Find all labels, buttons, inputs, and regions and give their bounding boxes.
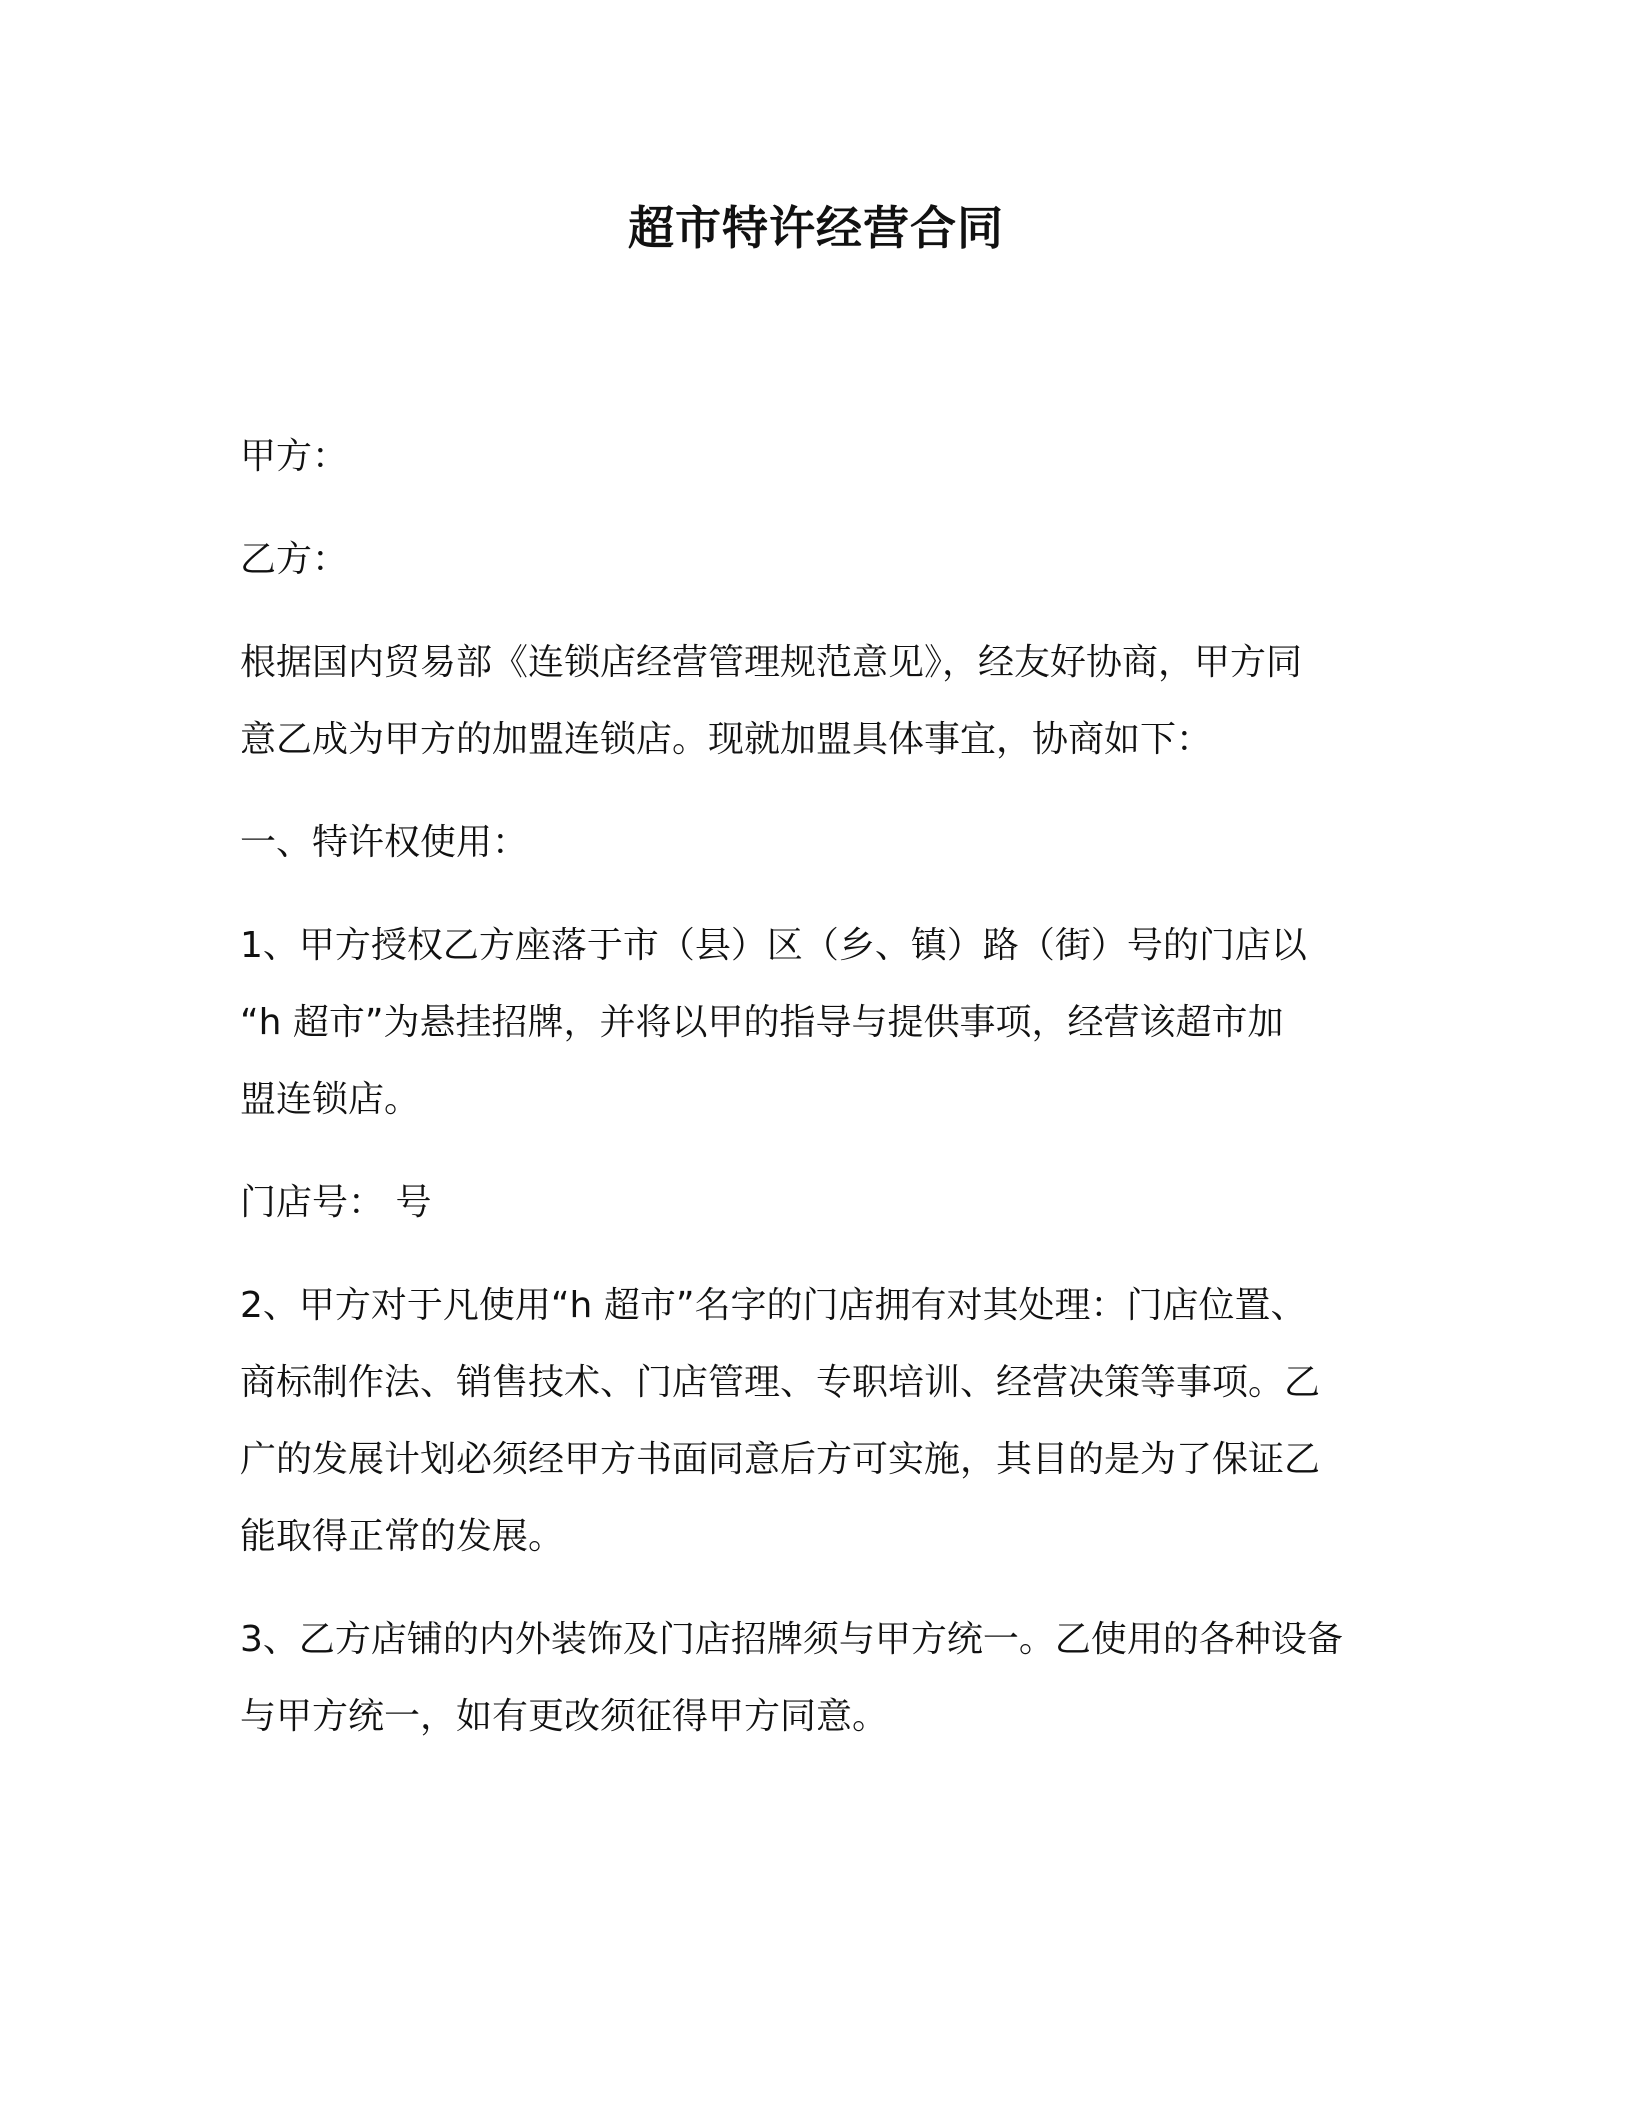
clause-3 [240,1601,1390,1755]
clause-3-line: 3、乙方店铺的内外装饰及门店招牌须与甲方统一。乙使用的各种设备 [240,1619,1343,1660]
clause-2-line: 能取得正常的发展。 [240,1516,565,1557]
party-b-line: 乙方： [240,539,349,580]
section-1-heading: 一、特许权使用： [240,822,529,863]
document-title: 超市特许经营合同 [628,201,1004,255]
store-number-line: 门店号： 号 [240,1182,432,1223]
clause-2-line: 2、甲方对于凡使用“h 超市”名字的门店拥有对其处理：门店位置、 [240,1285,1307,1326]
party-a-line: 甲方： [240,436,349,477]
document-body [240,418,1390,1781]
clause-3-line: 与甲方统一，如有更改须征得甲方同意。 [240,1696,889,1737]
clause-1-line: 1、甲方授权乙方座落于市（县）区（乡、镇）路（街）号的门店以 [240,925,1307,966]
clause-1-line: “h 超市”为悬挂招牌，并将以甲的指导与提供事项，经营该超市加 [240,1002,1284,1043]
clause-2-line: 商标制作法、销售技术、门店管理、专职培训、经营决策等事项。乙 [240,1362,1321,1403]
intro-line: 根据国内贸易部《连锁店经营管理规范意见》，经友好协商，甲方同 [240,642,1303,683]
clause-1-line: 盟连锁店。 [240,1079,421,1120]
clause-2 [240,1267,1390,1575]
clause-2-line: 广的发展计划必须经甲方书面同意后方可实施，其目的是为了保证乙 [240,1439,1321,1480]
intro-line: 意乙成为甲方的加盟连锁店。现就加盟具体事宜，协商如下： [240,719,1213,760]
clause-1 [240,907,1390,1138]
intro-paragraph [240,624,1390,778]
